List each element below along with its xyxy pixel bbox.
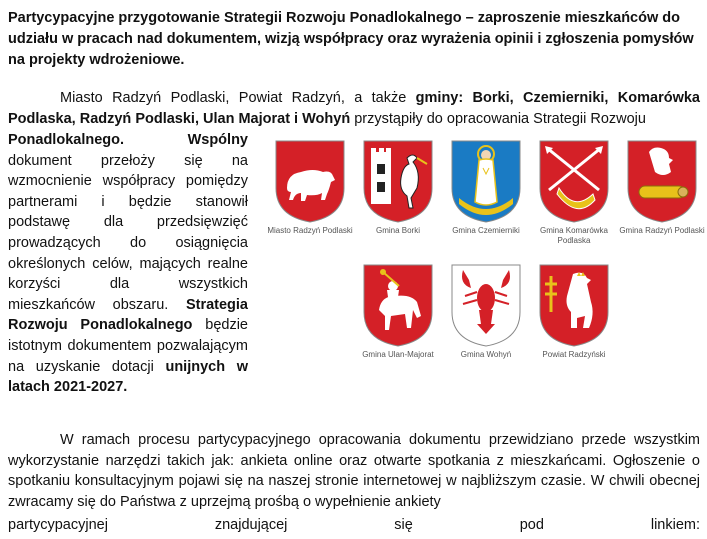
crest-caption: Gmina Radzyń Podlaski	[619, 226, 705, 235]
crest-miasto-radzyn	[266, 138, 354, 236]
crest-powiat-radzynski	[530, 262, 618, 360]
knight-crest-icon	[361, 262, 435, 348]
crayfish-crest-icon	[449, 262, 523, 348]
crest-caption: Gmina Komarówka Podlaska	[539, 226, 609, 245]
crest-gmina-wohyn	[442, 262, 530, 360]
crest-caption: Gmina Borki	[375, 226, 420, 235]
crest-caption: Gmina Ulan-Majorat	[362, 350, 434, 359]
bear-crest-icon	[273, 138, 347, 224]
bear-cross-crest-icon	[537, 262, 611, 348]
crest-caption: Gmina Czemierniki	[452, 226, 520, 235]
crest-gmina-czemierniki	[442, 138, 530, 236]
page-title: Partycypacyjne przygotowanie Strategii Rozwoju Ponadlokalnego – zaproszenie mieszkańców do udziału w pracach nad dokumentem, wizją współpracy oraz wyrażenia opinii i zgłoszenia pomysłów na projekty wdrożeniowe.	[8, 10, 694, 68]
crest-caption: Miasto Radzyń Podlaski	[267, 226, 353, 235]
madonna-crest-icon	[449, 138, 523, 224]
crest-caption: Gmina Wohyń	[460, 350, 512, 359]
crest-gmina-borki	[354, 138, 442, 236]
link-line: partycypacyjnej znajdującej się pod linkiem:	[8, 517, 700, 533]
crest-gmina-ulan-majorat	[354, 262, 442, 360]
crest-gmina-radzyn	[618, 138, 706, 236]
participation-paragraph: W ramach procesu partycypacyjnego opracowania dokumentu przewidziano przede wszystkim wykorzystanie narzędzi takich jak: ankieta online oraz otwarte spotkania z mieszkańcami. Ogłoszenie o spotkaniu konsultacyjnym pojawi się na naszej stronie internetowej w najbliższym czasie. W chwili obecnej zwracamy się do Państwa z uprzejmą prośbą o wypełnienie ankiety	[8, 432, 700, 510]
crests-figure	[266, 138, 706, 390]
crest-caption: Powiat Radzyński	[542, 350, 606, 359]
strategy-paragraph: Ponadlokalnego. Wspólny dokument przełoży się na wzmocnienie współpracy pomiędzy partnerami i będzie stanowił podstawę dla przedsięwzięć prowadzących do osiągnięcia określonych celów, mających realne korzyści dla wszystkich mieszkańców obszaru. Strategia Rozwoju Ponadlokalnego będzie istotnym dokumentem pozwalającym na uzyskanie dotacji unijnych w latach 2021-2027.	[8, 132, 249, 396]
intro-paragraph: Miasto Radzyń Podlaski, Powiat Radzyń, a także gminy: Borki, Czemierniki, Komarówka Podlaska, Radzyń Podlaski, Ulan Majorat i Wohyń przystąpiły do opracowania Strategii Rozwoju	[8, 90, 700, 127]
arrows-horn-crest-icon	[537, 138, 611, 224]
heron-tower-crest-icon	[361, 138, 435, 224]
bear-log-crest-icon	[625, 138, 699, 224]
crest-gmina-komarowka	[530, 138, 618, 246]
